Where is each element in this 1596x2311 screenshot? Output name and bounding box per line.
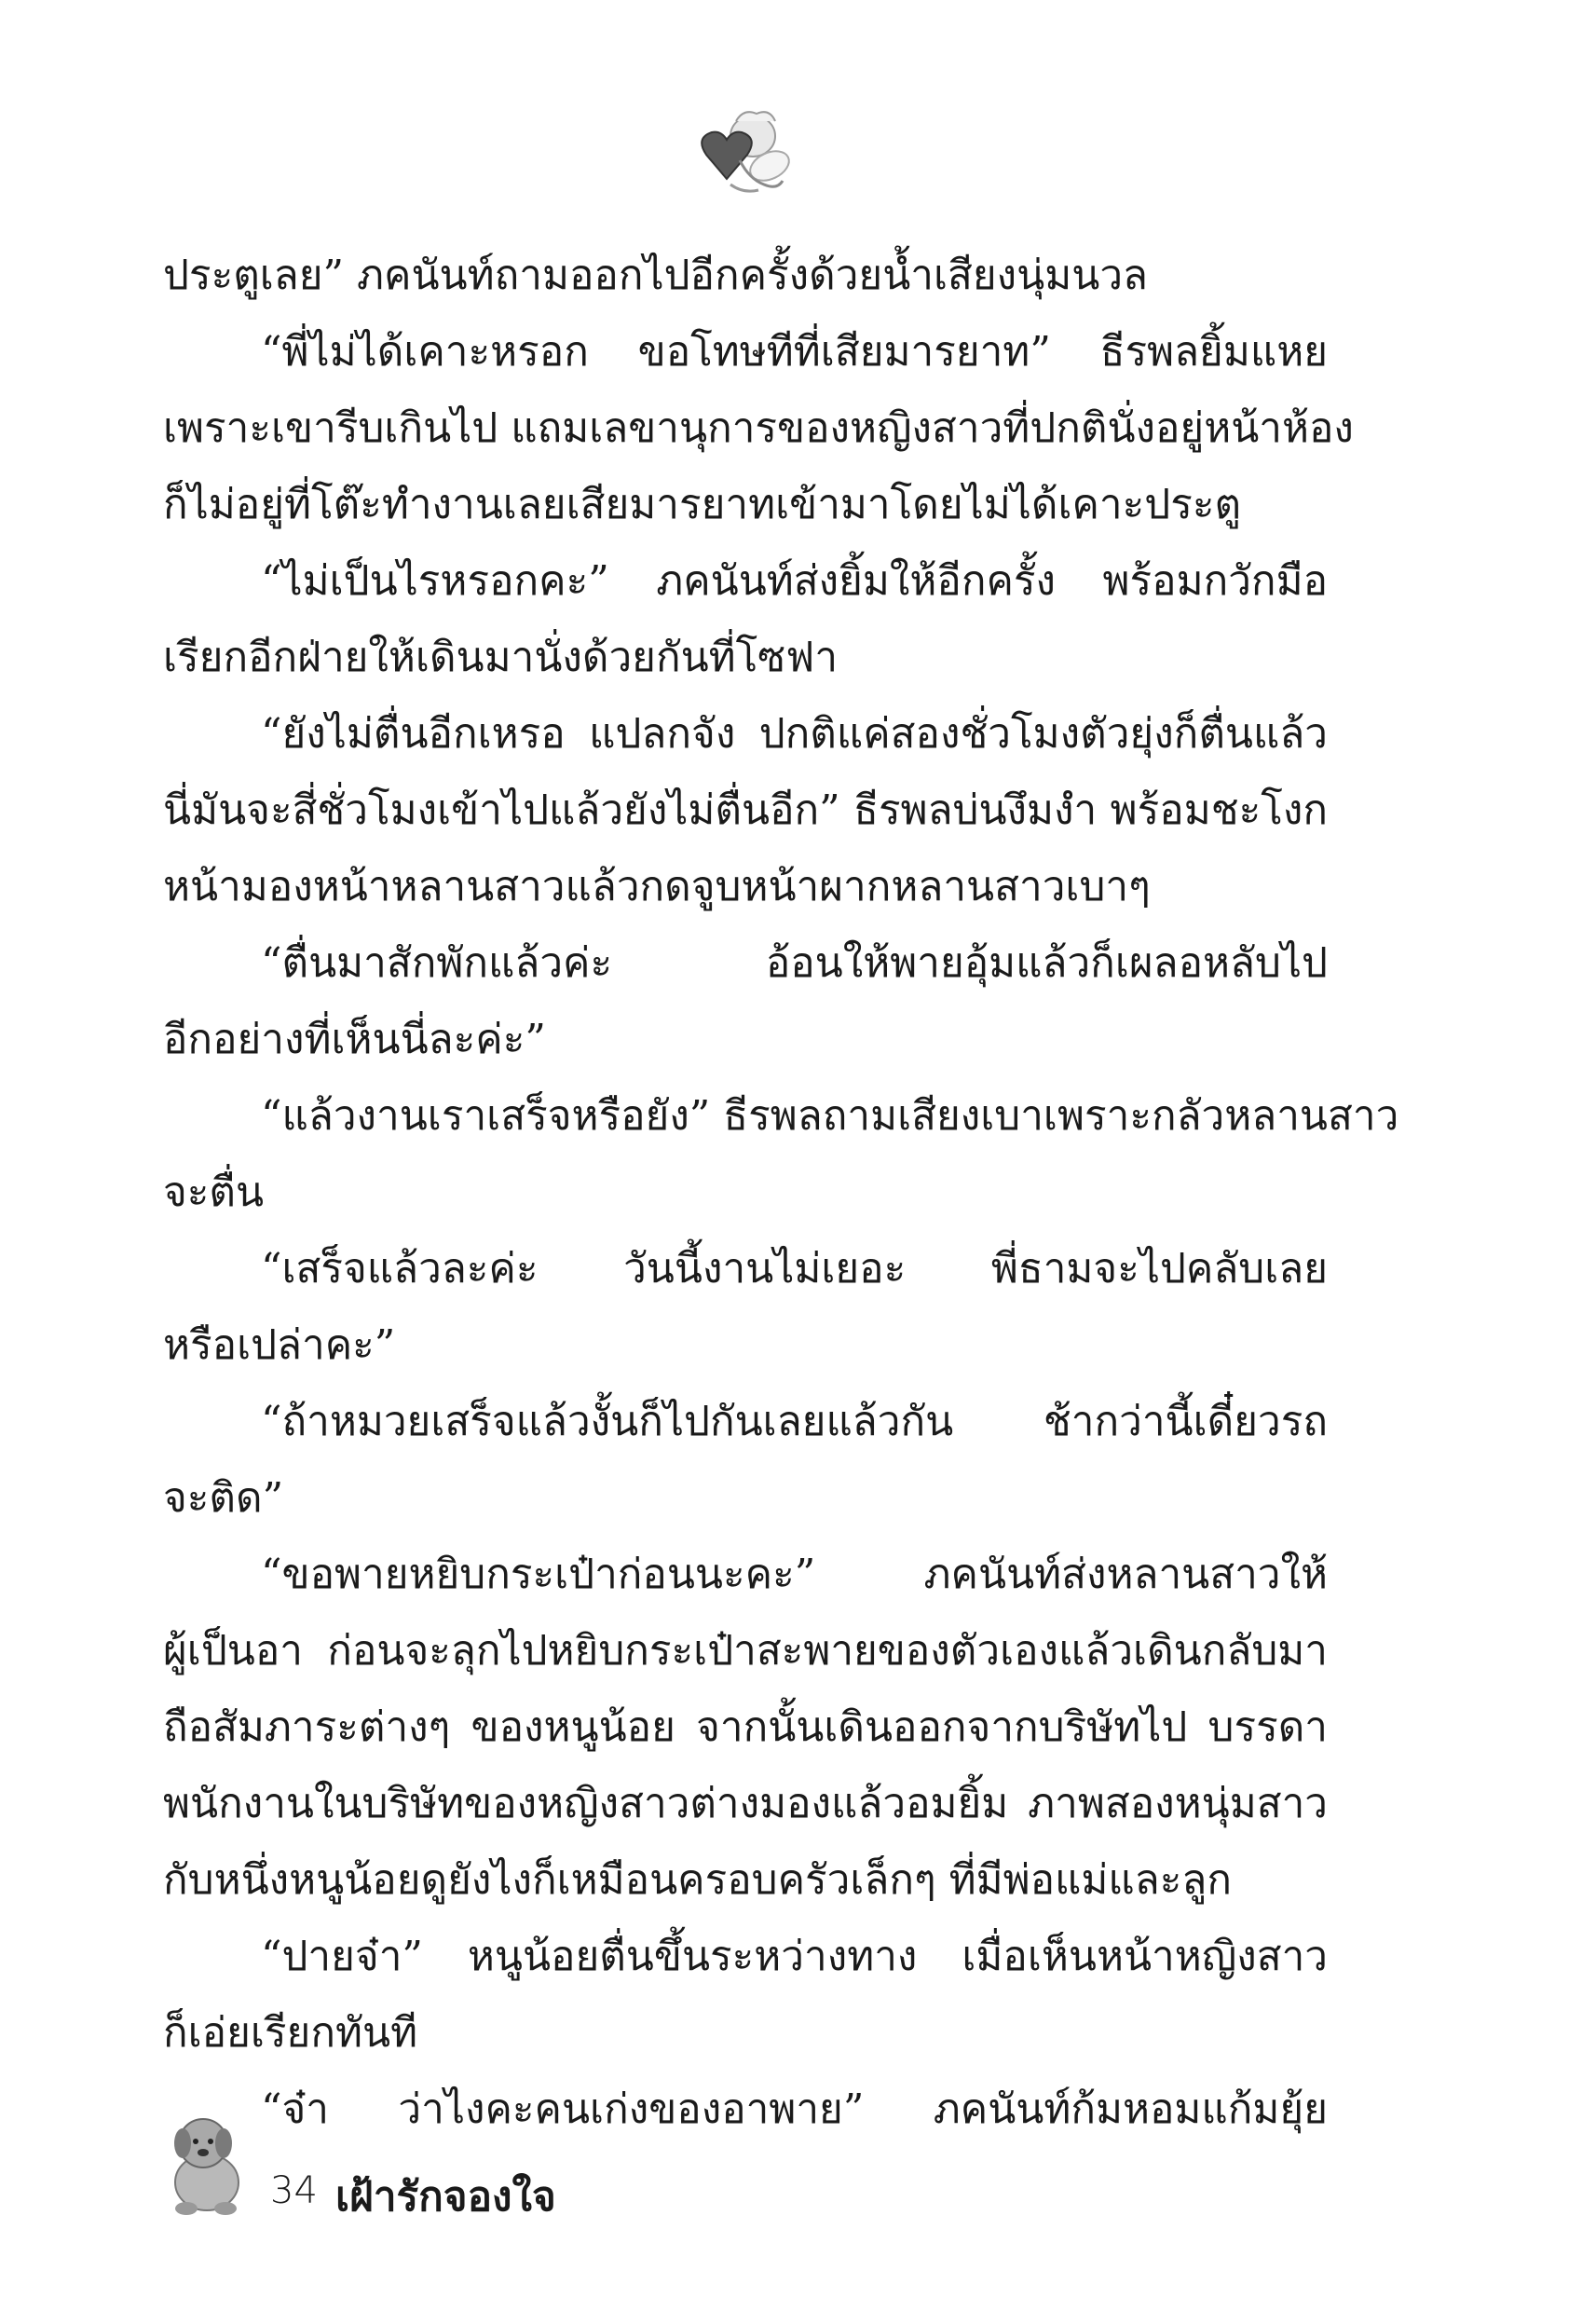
text-line: “ตื่นมาสักพักแล้วค่ะ อ้อนให้พายอุ้มแล้วก็เผลอหลับไป — [261, 939, 1328, 987]
text-line: “แล้วงานเราเสร็จหรือยัง” ธีรพลถามเสียงเบาเพราะกลัวหลานสาว — [261, 1092, 1399, 1140]
text-line: “ปายจ๋า” หนูน้อยตื่นขึ้นระหว่างทาง เมื่อเห็นหน้าหญิงสาว — [261, 1933, 1328, 1980]
page-footer — [149, 2106, 801, 2227]
text-line: อีกอย่างที่เห็นนี่ละค่ะ” — [163, 1016, 546, 1063]
book-title: เฝ้ารักจองใจ — [335, 2173, 556, 2221]
text-line: “เสร็จแล้วละค่ะ วันนี้งานไม่เยอะ พี่ธามจะไปคลับเลย — [261, 1245, 1328, 1292]
text-line: “ไม่เป็นไรหรอกคะ” ภคนันท์ส่งยิ้มให้อีกครั้ง พร้อมกวักมือ — [261, 557, 1328, 605]
text-line: หน้ามองหน้าหลานสาวแล้วกดจูบหน้าผากหลานสาวเบาๆ — [163, 863, 1151, 910]
text-line: หรือเปล่าคะ” — [163, 1321, 396, 1369]
text-line: กับหนึ่งหนูน้อยดูยังไงก็เหมือนครอบครัวเล็กๆ ที่มีพ่อแม่และลูก — [163, 1856, 1232, 1904]
text-line: ก็เอ่ยเรียกทันที — [163, 2009, 418, 2057]
cherub-holding-heart-icon — [688, 101, 799, 212]
text-line: “จ๋า ว่าไงคะคนเก่งของอาพาย” ภคนันท์ก้มหอมแก้มยุ้ย — [261, 2085, 1328, 2133]
text-line: เรียกอีกฝ่ายให้เดินมานั่งด้วยกันที่โซฟา — [163, 634, 839, 681]
text-line: ถือสัมภาระต่างๆ ของหนูน้อย จากนั้นเดินออกจากบริษัทไป บรรดา — [163, 1703, 1328, 1751]
text-line: จะตื่น — [163, 1169, 265, 1216]
text-line: ก็ไม่อยู่ที่โต๊ะทำงานเลยเสียมารยาทเข้ามาโดยไม่ได้เคาะประตู — [163, 481, 1242, 528]
text-line: นี่มันจะสี่ชั่วโมงเข้าไปแล้วยังไม่ตื่นอีก” ธีรพลบ่นงึมงำ พร้อมชะโงก — [163, 786, 1328, 834]
puppy-icon — [158, 2106, 252, 2218]
text-line: “ถ้าหมวยเสร็จแล้วงั้นก็ไปกันเลยแล้วกัน ช้ากว่านี้เดี๋ยวรถ — [261, 1398, 1328, 1445]
text-line: เพราะเขารีบเกินไป แถมเลขานุการของหญิงสาวที่ปกตินั่งอยู่หน้าห้อง — [163, 404, 1354, 452]
text-line: จะติด” — [163, 1474, 284, 1522]
page-number: 34 — [270, 2169, 318, 2212]
text-line: “พี่ไม่ได้เคาะหรอก ขอโทษทีที่เสียมารยาท” ธีรพลยิ้มแหย — [261, 328, 1328, 376]
text-line: พนักงานในบริษัทของหญิงสาวต่างมองแล้วอมยิ้ม ภาพสองหนุ่มสาว — [163, 1780, 1328, 1827]
text-line: ผู้เป็นอา ก่อนจะลุกไปหยิบกระเป๋าสะพายของตัวเองแล้วเดินกลับมา — [163, 1627, 1328, 1675]
text-line: “ขอพายหยิบกระเป๋าก่อนนะคะ” ภคนันท์ส่งหลานสาวให้ — [261, 1551, 1328, 1598]
text-line: “ยังไม่ตื่นอีกเหรอ แปลกจัง ปกติแค่สองชั่วโมงตัวยุ่งก็ตื่นแล้ว — [261, 710, 1328, 758]
text-line: ประตูเลย” ภคนันท์ถามออกไปอีกครั้งด้วยน้ำเสียงนุ่มนวล — [163, 252, 1148, 299]
body-text — [163, 238, 1399, 2148]
